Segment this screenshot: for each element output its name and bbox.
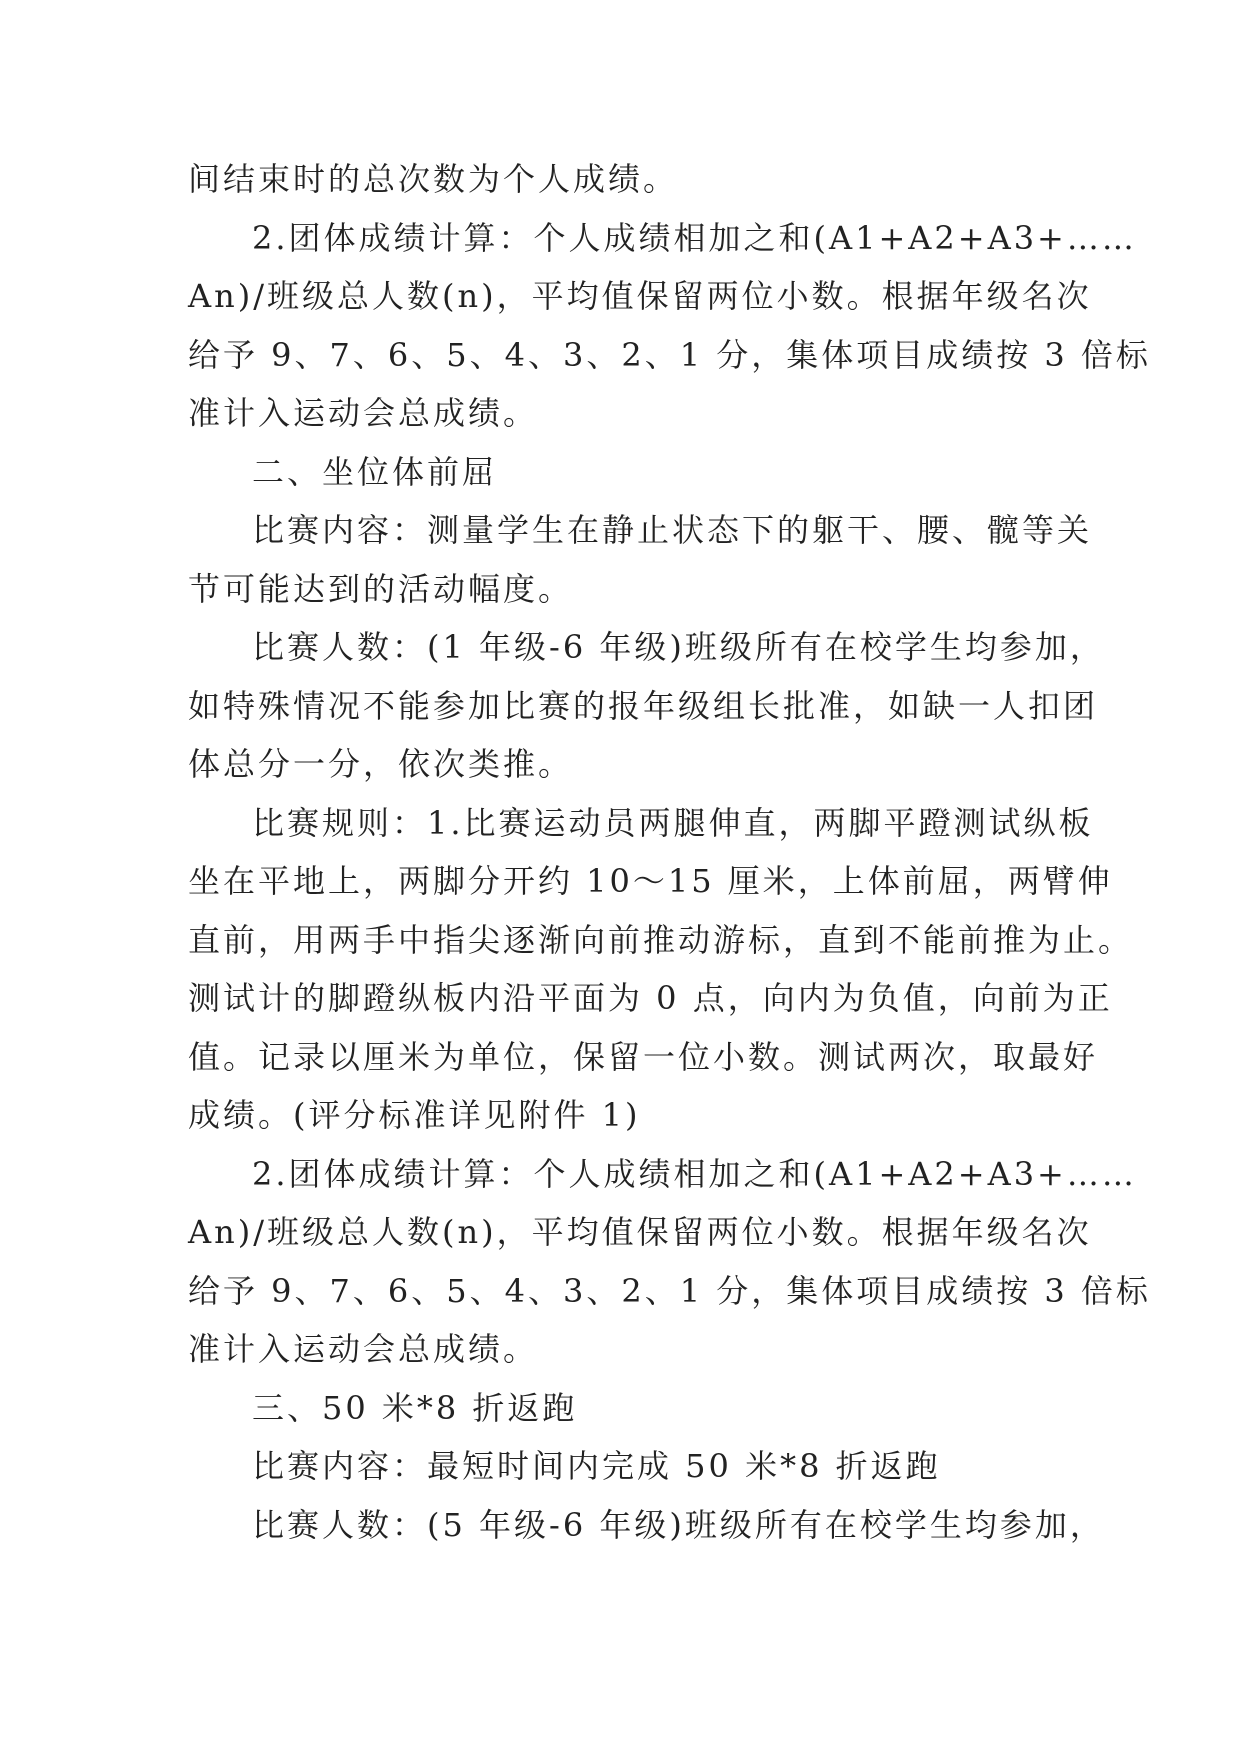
body-line: 2.团体成绩计算：个人成绩相加之和(A1+A2+A3+…… [252, 218, 1137, 257]
body-line: 如特殊情况不能参加比赛的报年级组长批准，如缺一人扣团 [188, 686, 1099, 725]
body-line: 坐在平地上，两脚分开约 10～15 厘米，上体前屈，两臂伸 [188, 862, 1113, 900]
body-line: An)/班级总人数(n)，平均值保留两位小数。根据年级名次 [188, 1213, 1092, 1251]
body-line: An)/班级总人数(n)，平均值保留两位小数。根据年级名次 [188, 277, 1092, 315]
body-line: 2.团体成绩计算：个人成绩相加之和(A1+A2+A3+…… [252, 1154, 1137, 1193]
body-line: 值。记录以厘米为单位，保留一位小数。测试两次，取最好 [188, 1037, 1099, 1076]
body-line: 准计入运动会总成绩。 [188, 1330, 539, 1368]
body-line: 给予 9、7、6、5、4、3、2、1 分，集体项目成绩按 3 倍标 [188, 1271, 1151, 1310]
body-line: 准计入运动会总成绩。 [188, 394, 539, 432]
body-line: 比赛人数：(1 年级-6 年级)班级所有在校学生均参加， [252, 628, 1105, 666]
body-line: 体总分一分，依次类推。 [188, 745, 574, 783]
body-line: 节可能达到的活动幅度。 [188, 569, 574, 608]
body-line: 比赛人数：(5 年级-6 年级)班级所有在校学生均参加， [252, 1505, 1105, 1544]
section-heading: 三、50 米*8 折返跑 [252, 1388, 578, 1427]
body-line: 比赛内容：最短时间内完成 50 米*8 折返跑 [252, 1447, 941, 1485]
body-line: 成绩。(评分标准详见附件 1) [188, 1096, 641, 1134]
body-line: 测试计的脚蹬纵板内沿平面为 0 点，向内为负值，向前为正 [188, 979, 1113, 1017]
body-line: 比赛内容：测量学生在静止状态下的躯干、腰、髋等关 [252, 511, 1093, 549]
body-line: 间结束时的总次数为个人成绩。 [188, 160, 679, 198]
document-body [188, 150, 1151, 1554]
body-line: 给予 9、7、6、5、4、3、2、1 分，集体项目成绩按 3 倍标 [188, 335, 1151, 374]
section-heading: 二、坐位体前屈 [252, 452, 498, 491]
body-line: 直前，用两手中指尖逐渐向前推动游标，直到不能前推为止。 [188, 920, 1134, 959]
body-line: 比赛规则：1.比赛运动员两腿伸直，两脚平蹬测试纵板 [252, 803, 1094, 842]
